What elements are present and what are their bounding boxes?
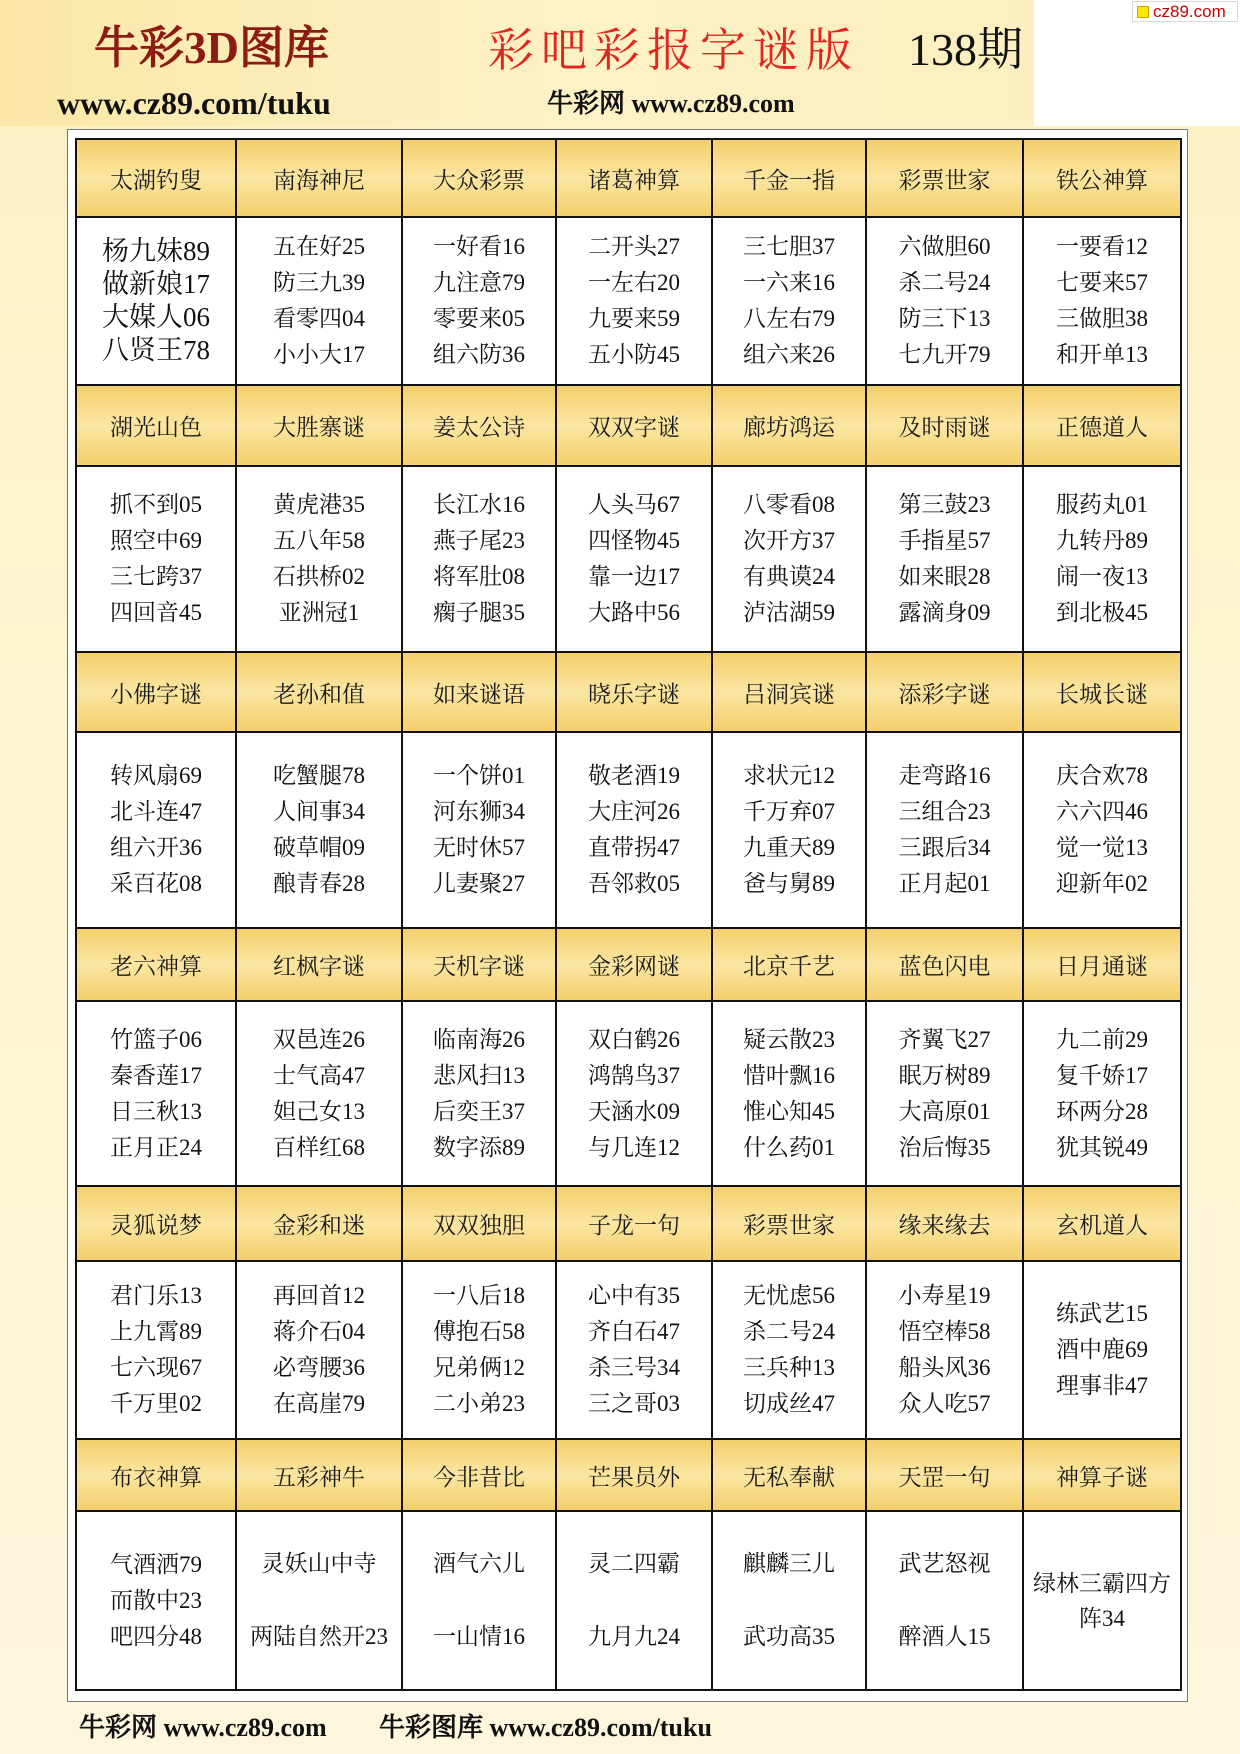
riddle-cell: [713, 467, 865, 651]
expert-header: 长城长谜: [1024, 653, 1180, 731]
expert-header: 老孙和值: [237, 653, 401, 731]
expert-header: 廊坊鸿运: [713, 386, 865, 465]
riddle-line: 武艺怒视: [898, 1551, 991, 1576]
expert-header: 诸葛神算: [557, 140, 711, 216]
riddle-line: 必弯腰36: [273, 1355, 365, 1380]
riddle-cell: [557, 1262, 711, 1438]
riddle-line: 组六防36: [433, 342, 525, 367]
riddle-line: 后奕王37: [433, 1098, 525, 1124]
riddle-cell: [557, 467, 711, 651]
footer-gallery-link: 牛彩图库 www.cz89.com/tuku: [379, 1713, 712, 1742]
riddle-line: 看零四04: [273, 306, 365, 331]
riddle-line: 环两分28: [1056, 1098, 1148, 1124]
riddle-line: 练武艺15: [1056, 1301, 1148, 1326]
expert-header: 老六神算: [77, 929, 235, 1000]
expert-header: 玄机道人: [1024, 1187, 1180, 1260]
riddle-line: 五在好25: [273, 234, 365, 259]
riddle-line: 直带拐47: [588, 835, 680, 860]
riddle-line: 疑云散23: [743, 1026, 835, 1052]
riddle-line: 人间事34: [273, 799, 365, 824]
expert-header: 彩票世家: [867, 140, 1022, 216]
expert-header: 蓝色闪电: [867, 929, 1022, 1000]
riddle-line: 灵二四霸: [588, 1551, 680, 1576]
riddle-line: 零要来05: [433, 306, 525, 331]
riddle-cell: [403, 1512, 555, 1689]
expert-header: 姜太公诗: [403, 386, 555, 465]
riddle-cell: [1024, 1262, 1180, 1438]
expert-header: 如来谜语: [403, 653, 555, 731]
riddle-cell: [557, 733, 711, 927]
riddle-line: 爸与舅89: [743, 871, 835, 896]
riddle-line: 防三九39: [273, 270, 365, 295]
riddle-line: 三兵种13: [743, 1355, 835, 1380]
expert-header: 金彩和迷: [237, 1187, 401, 1260]
expert-header: 太湖钓叟: [77, 140, 235, 216]
riddle-line: 抓不到05: [110, 492, 202, 517]
expert-header: 大胜寨谜: [237, 386, 401, 465]
riddle-line: 人头马67: [588, 492, 680, 517]
riddle-line: 大路中56: [588, 600, 680, 625]
riddle-line: 大庄河26: [588, 799, 680, 824]
expert-header: 晓乐字谜: [557, 653, 711, 731]
riddle-line: 而散中23: [110, 1587, 202, 1613]
riddle-line: 在高崖79: [273, 1391, 365, 1416]
riddle-line: 七九开79: [898, 342, 991, 367]
riddle-line: 吧四分48: [110, 1623, 202, 1649]
riddle-line: 正月正24: [110, 1134, 202, 1160]
riddle-cell: [77, 733, 235, 927]
riddle-line: 与几连12: [588, 1134, 680, 1160]
riddle-line: 眠万树89: [898, 1062, 991, 1088]
riddle-cell: [1024, 733, 1180, 927]
riddle-line: 什么药01: [743, 1134, 835, 1160]
riddle-line: 走弯路16: [898, 763, 991, 788]
footer-site-link: 牛彩网 www.cz89.com: [79, 1713, 327, 1742]
expert-header: 天罡一句: [867, 1440, 1022, 1510]
expert-header: 灵狐说梦: [77, 1187, 235, 1260]
riddle-line: 杀三号34: [588, 1355, 680, 1380]
riddle-line: 六六四46: [1056, 799, 1148, 824]
expert-header: 神算子谜: [1024, 1440, 1180, 1510]
riddle-line: 正月起01: [898, 871, 991, 896]
riddle-line: 六做胆60: [898, 234, 991, 259]
riddle-line: 八左右79: [743, 306, 835, 331]
watermark-badge: [1132, 1, 1238, 22]
riddle-line: 日三秋13: [110, 1098, 202, 1124]
riddle-cell: [1024, 1512, 1180, 1689]
riddle-line: 鸿鹄鸟37: [588, 1062, 680, 1088]
expert-header: 千金一指: [713, 140, 865, 216]
expert-header: 日月通谜: [1024, 929, 1180, 1000]
site-label: 牛彩网 www.cz89.com: [547, 89, 795, 118]
expert-header: 金彩网谜: [557, 929, 711, 1000]
riddle-line: 九转丹89: [1056, 528, 1148, 553]
riddle-cell: [867, 733, 1022, 927]
riddle-line: 傅抱石58: [433, 1319, 525, 1344]
riddle-line: 大媒人06: [102, 302, 210, 332]
riddle-line: 次开方37: [743, 528, 835, 553]
riddle-line: 一好看16: [433, 234, 525, 259]
riddle-line: 小寿星19: [898, 1283, 991, 1308]
brand-title: 牛彩3D图库: [94, 23, 329, 73]
expert-header: 吕洞宾谜: [713, 653, 865, 731]
riddle-line: 两陆自然开23: [250, 1624, 388, 1649]
riddle-line: 黄虎港35: [273, 492, 365, 517]
riddle-line: 九重天89: [743, 835, 835, 860]
riddle-line: 竹篮子06: [110, 1026, 202, 1052]
riddle-line: 大高原01: [898, 1098, 991, 1124]
riddle-line: 河东狮34: [433, 799, 525, 824]
riddle-line: 齐白石47: [588, 1319, 680, 1344]
riddle-line: 惟心知45: [743, 1098, 835, 1124]
riddle-cell: [237, 733, 401, 927]
riddle-cell: [77, 1262, 235, 1438]
riddle-line: 武功高35: [743, 1624, 835, 1649]
riddle-cell: [237, 1262, 401, 1438]
riddle-cell: [403, 1262, 555, 1438]
riddle-cell: [713, 1262, 865, 1438]
riddle-line: 治后悔35: [898, 1134, 991, 1160]
riddle-line: 求状元12: [743, 763, 835, 788]
riddle-line: 组六来26: [743, 342, 835, 367]
riddle-line: 小小大17: [273, 342, 365, 367]
riddle-cell: [867, 1002, 1022, 1185]
expert-header: 及时雨谜: [867, 386, 1022, 465]
riddle-line: 转风扇69: [110, 763, 202, 788]
riddle-cell: [77, 1512, 235, 1689]
riddle-line: 第三鼓23: [898, 492, 991, 517]
riddle-line: 灵妖山中寺: [261, 1551, 377, 1576]
riddle-line: 三做胆38: [1056, 306, 1148, 331]
riddle-line: 长江水16: [433, 492, 525, 517]
expert-header: 小佛字谜: [77, 653, 235, 731]
riddle-line: 和开单13: [1056, 342, 1148, 367]
riddle-cell: [557, 218, 711, 384]
riddle-cell: [1024, 467, 1180, 651]
riddle-line: 四回音45: [110, 600, 202, 625]
riddle-cell: [867, 218, 1022, 384]
expert-header: 缘来缘去: [867, 1187, 1022, 1260]
riddle-cell: [403, 467, 555, 651]
expert-header: 大众彩票: [403, 140, 555, 216]
riddle-line: 蒋介石04: [273, 1319, 365, 1344]
riddle-line: 悟空棒58: [898, 1319, 991, 1344]
riddle-line: 双白鹤26: [588, 1026, 680, 1052]
expert-header: 添彩字谜: [867, 653, 1022, 731]
riddle-cell: [557, 1512, 711, 1689]
riddle-line: 北斗连47: [110, 799, 202, 824]
riddle-line: 酿青春28: [273, 871, 365, 896]
expert-header: 湖光山色: [77, 386, 235, 465]
riddle-line: 九月九24: [588, 1624, 680, 1649]
riddle-line: 七六现67: [110, 1355, 202, 1380]
riddle-cell: [77, 1002, 235, 1185]
riddle-line: 一左右20: [588, 270, 680, 295]
riddle-line: 复千娇17: [1056, 1062, 1148, 1088]
expert-header: 子龙一句: [557, 1187, 711, 1260]
square-icon: [1137, 6, 1149, 18]
riddle-line: 二小弟23: [433, 1391, 525, 1416]
riddle-line: 三之哥03: [588, 1391, 680, 1416]
riddle-cell: [867, 1512, 1022, 1689]
expert-header: 双双字谜: [557, 386, 711, 465]
riddle-line: 有典谟24: [743, 564, 835, 589]
expert-header: 双双独胆: [403, 1187, 555, 1260]
expert-header: 铁公神算: [1024, 140, 1180, 216]
riddle-line: 三七跨37: [110, 564, 202, 589]
riddle-line: 秦香莲17: [110, 1062, 202, 1088]
riddle-line: 手指星57: [898, 528, 991, 553]
riddle-line: 八贤王78: [102, 335, 210, 365]
riddle-line: 理事非47: [1056, 1373, 1148, 1398]
riddle-cell: [403, 1002, 555, 1185]
riddle-line: 组六开36: [110, 835, 202, 860]
riddle-line: 瘸子腿35: [433, 600, 525, 625]
riddle-line: 绿林三霸四方阵34: [1033, 1570, 1171, 1631]
riddle-line: 士气高47: [273, 1062, 365, 1088]
riddle-line: 兄弟俩12: [433, 1355, 525, 1380]
riddle-line: 上九霄89: [110, 1319, 202, 1344]
riddle-line: 七要来57: [1056, 270, 1148, 295]
riddle-cell: [77, 218, 235, 384]
expert-header: 红枫字谜: [237, 929, 401, 1000]
riddle-line: 众人吃57: [898, 1391, 991, 1416]
riddle-line: 无忧虑56: [743, 1283, 835, 1308]
riddle-line: 无时休57: [433, 835, 525, 860]
riddle-line: 惜叶飘16: [743, 1062, 835, 1088]
riddle-line: 二开头27: [588, 234, 680, 259]
riddle-line: 九注意79: [433, 270, 525, 295]
watermark-text: cz89.com: [1153, 2, 1226, 21]
expert-header: 天机字谜: [403, 929, 555, 1000]
riddle-cell: [713, 218, 865, 384]
riddle-line: 儿妻聚27: [433, 871, 525, 896]
riddle-line: 杨九妹89: [102, 236, 210, 266]
riddle-line: 吃蟹腿78: [273, 763, 365, 788]
riddle-line: 泸沽湖59: [743, 600, 835, 625]
riddle-line: 切成丝47: [743, 1391, 835, 1416]
riddle-line: 九二前29: [1056, 1026, 1148, 1052]
riddle-line: 将军肚08: [433, 564, 525, 589]
expert-header: 今非昔比: [403, 1440, 555, 1510]
riddle-line: 酒中鹿69: [1056, 1337, 1148, 1362]
riddle-cell: [713, 1512, 865, 1689]
riddle-cell: [713, 733, 865, 927]
expert-header: 芒果员外: [557, 1440, 711, 1510]
riddle-line: 一六来16: [743, 270, 835, 295]
riddle-cell: [237, 1002, 401, 1185]
riddle-line: 三跟后34: [898, 835, 991, 860]
riddle-cell: [237, 218, 401, 384]
riddle-line: 九要来59: [588, 306, 680, 331]
riddle-line: 迎新年02: [1056, 871, 1148, 896]
riddle-line: 船头风36: [898, 1355, 991, 1380]
riddle-line: 八零看08: [743, 492, 835, 517]
riddle-line: 破草帽09: [273, 835, 365, 860]
riddle-line: 三七胆37: [743, 234, 835, 259]
expert-header: 正德道人: [1024, 386, 1180, 465]
riddle-line: 五八年58: [273, 528, 365, 553]
riddle-line: 五小防45: [588, 342, 680, 367]
expert-header: 北京千艺: [713, 929, 865, 1000]
riddle-line: 一要看12: [1056, 234, 1148, 259]
riddle-cell: [867, 1262, 1022, 1438]
riddle-line: 齐翼飞27: [898, 1026, 991, 1052]
riddle-line: 百样红68: [273, 1134, 365, 1160]
brand-url: www.cz89.com/tuku: [57, 85, 331, 121]
riddle-line: 如来眼28: [898, 564, 991, 589]
riddle-line: 心中有35: [588, 1283, 680, 1308]
riddle-line: 杀二号24: [743, 1319, 835, 1344]
riddle-line: 天涵水09: [588, 1098, 680, 1124]
riddle-line: 犹其锐49: [1056, 1134, 1148, 1160]
issue-number: 138期: [908, 24, 1023, 75]
riddle-cell: [713, 1002, 865, 1185]
riddle-line: 一八后18: [433, 1283, 525, 1308]
riddle-line: 觉一觉13: [1056, 835, 1148, 860]
expert-header: 无私奉献: [713, 1440, 865, 1510]
riddle-cell: [867, 467, 1022, 651]
riddle-line: 临南海26: [433, 1026, 525, 1052]
riddle-line: 一个饼01: [433, 763, 525, 788]
expert-header: 南海神尼: [237, 140, 401, 216]
riddle-line: 燕子尾23: [433, 528, 525, 553]
riddle-table: [75, 138, 1182, 1691]
riddle-line: 君门乐13: [110, 1283, 202, 1308]
riddle-cell: [1024, 1002, 1180, 1185]
riddle-line: 亚洲冠1: [278, 600, 360, 625]
riddle-line: 气酒洒79: [110, 1551, 202, 1577]
riddle-cell: [403, 218, 555, 384]
riddle-line: 再回首12: [273, 1283, 365, 1308]
riddle-line: 闹一夜13: [1056, 564, 1148, 589]
riddle-line: 千万弃07: [743, 799, 835, 824]
riddle-line: 靠一边17: [588, 564, 680, 589]
page-title: 彩吧彩报字谜版: [488, 23, 859, 77]
riddle-line: 石拱桥02: [273, 564, 365, 589]
riddle-cell: [237, 1512, 401, 1689]
riddle-line: 照空中69: [110, 528, 202, 553]
riddle-line: 杀二号24: [898, 270, 991, 295]
riddle-line: 露滴身09: [898, 600, 991, 625]
riddle-line: 做新娘17: [102, 269, 210, 299]
riddle-cell: [557, 1002, 711, 1185]
riddle-line: 千万里02: [110, 1391, 202, 1416]
expert-header: 彩票世家: [713, 1187, 865, 1260]
riddle-line: 三组合23: [898, 799, 991, 824]
riddle-line: 敬老酒19: [588, 763, 680, 788]
riddle-line: 防三下13: [898, 306, 991, 331]
expert-header: 五彩神牛: [237, 1440, 401, 1510]
riddle-cell: [237, 467, 401, 651]
riddle-line: 吾邻救05: [588, 871, 680, 896]
riddle-cell: [77, 467, 235, 651]
riddle-cell: [1024, 218, 1180, 384]
riddle-line: 酒气六儿: [433, 1551, 525, 1576]
riddle-line: 麒麟三儿: [743, 1551, 835, 1576]
riddle-line: 一山情16: [433, 1624, 525, 1649]
riddle-line: 醉酒人15: [898, 1624, 991, 1649]
riddle-line: 到北极45: [1056, 600, 1148, 625]
riddle-cell: [403, 733, 555, 927]
expert-header: 布衣神算: [77, 1440, 235, 1510]
riddle-line: 妲己女13: [273, 1098, 365, 1124]
riddle-line: 服药丸01: [1056, 492, 1148, 517]
riddle-line: 数字添89: [433, 1134, 525, 1160]
riddle-line: 采百花08: [110, 871, 202, 896]
riddle-line: 悲风扫13: [433, 1062, 525, 1088]
riddle-line: 双邑连26: [273, 1026, 365, 1052]
riddle-line: 四怪物45: [588, 528, 680, 553]
riddle-line: 庆合欢78: [1056, 763, 1148, 788]
